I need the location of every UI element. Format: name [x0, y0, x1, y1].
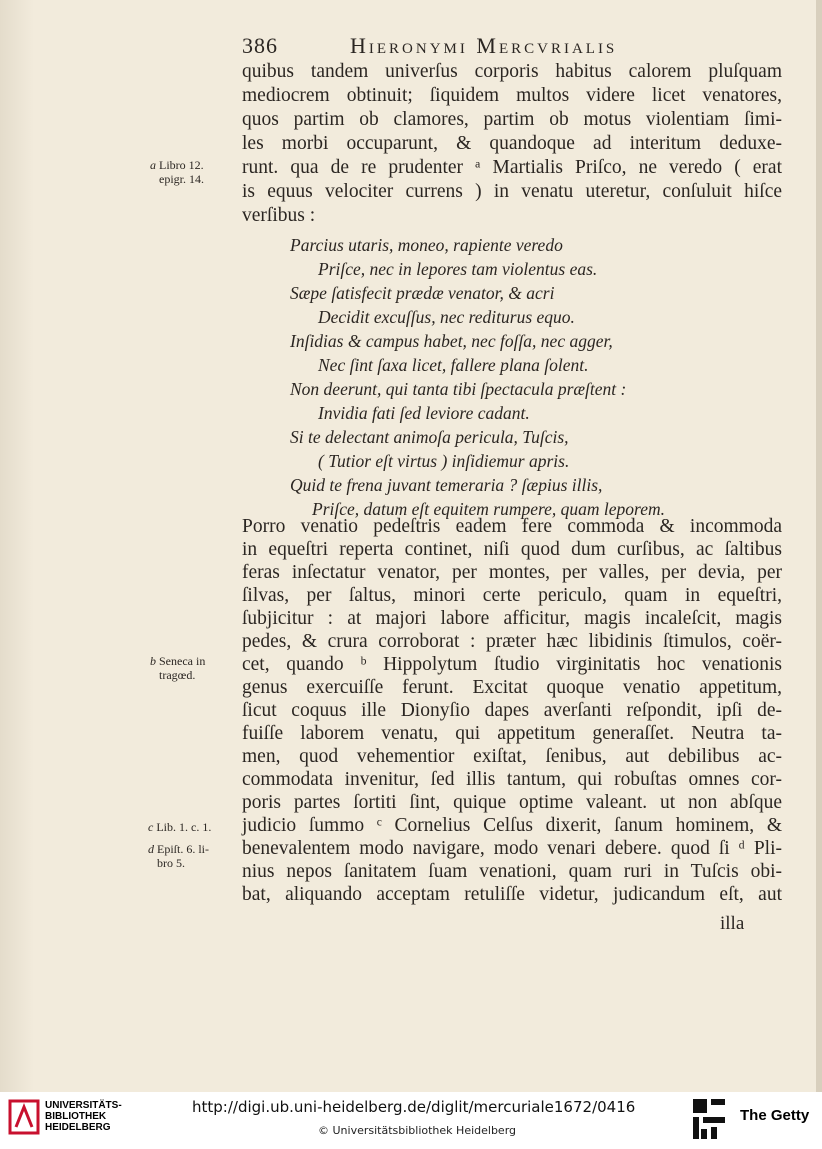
copyright-notice: © Universitätsbibliothek Heidelberg [318, 1124, 517, 1137]
verse-line: Sæpe ſatisfecit prædæ venator, & acri [290, 283, 555, 303]
university-library-name[interactable]: UNIVERSITÄTS- BIBLIOTHEK HEIDELBERG [45, 1100, 122, 1133]
text-line: cet, quando ᵇ Hippolytum ſtudio virginitatis hoc venationis [242, 654, 782, 675]
text-line: genus exercuiſſe ferunt. Excitat quoque venatio appetitum, [242, 677, 782, 698]
verse-line: Invidia fati ſed leviore cadant. [318, 403, 530, 423]
getty-logo-icon[interactable] [691, 1097, 727, 1143]
catchword: illa [720, 913, 745, 934]
margin-note-d: d Epiſt. 6. li- bro 5. [148, 842, 209, 870]
text-line: runt. qua de re prudenter ᵃ Martialis Priſco, ne veredo ( erat [242, 157, 782, 178]
text-line: fuiſſe laborem venatu, qui appetitum generaſſet. Neutra ta- [242, 723, 782, 744]
university-library-logo-icon[interactable] [8, 1097, 40, 1137]
verse-line: Parcius utaris, moneo, rapiente veredo [290, 235, 563, 255]
verse-line: Non deerunt, qui tanta tibi ſpectacula præſtent : [290, 379, 627, 399]
page-edge [816, 0, 822, 1092]
text-line: men, quod vehementior exiſtat, ſenibus, aut debilibus ac- [242, 746, 782, 767]
getty-partner-label[interactable]: The Getty [740, 1107, 810, 1124]
text-line: commodata invenitur, ſed illis tantum, qui robuſtas omnes cor- [242, 769, 782, 790]
text-line: bat, aliquando acceptam retuliſſe videtur, judicandum eſt, aut [242, 884, 782, 905]
text-line: feras inſectatur venator, per montes, per valles, per devia, per [242, 562, 782, 583]
text-line: ſubjicitur : at majori labore afficitur, magis incaleſcit, magis [242, 608, 782, 629]
text-line: is equus velociter currens ) in venatu uteretur, conſuluit hiſce [242, 181, 782, 202]
margin-note-c: c Lib. 1. c. 1. [148, 820, 212, 834]
text-line: mediocrem obtinuit; ſiquidem multos videre licet venatores, [242, 85, 782, 106]
text-line: judicio ſummo ᶜ Cornelius Celſus dixerit, ſanum hominem, & [242, 815, 782, 836]
text-line: benevalentem modo navigare, modo venari debere. quod ſi ᵈ Pli- [242, 838, 782, 859]
margin-note-b: b Seneca in tragœd. [150, 654, 206, 682]
text-line: les morbi occuparunt, & quandoque ad interitum deduxe- [242, 133, 782, 154]
text-line: ſicut coquus ille Dionyſio dapes averſanti reſpondit, ipſi de- [242, 700, 782, 721]
verse-line: Quid te frena juvant temeraria ? ſæpius illis, [290, 475, 603, 495]
viewer-footer [0, 1092, 822, 1149]
verse-line: Priſce, nec in lepores tam violentus eas. [318, 259, 598, 279]
text-line: verſibus : [242, 205, 316, 226]
text-line: poris partes ſortiti ſint, quique optime valeant. ut non abſque [242, 792, 782, 813]
permalink-url[interactable]: http://digi.ub.uni-heidelberg.de/diglit/mercuriale1672/0416 [192, 1098, 636, 1116]
verse-line: ( Tutior eſt virtus ) inſidiemur apris. [318, 451, 570, 471]
verse-line: Decidit excuſſus, nec rediturus equo. [318, 307, 575, 327]
text-line: Porro venatio pedeſtris eadem fere commoda & incommoda [242, 516, 782, 537]
text-line: quos partim ob clamores, partim ob motus violentiam ſimi- [242, 109, 782, 130]
running-head: Hieronymi Mercvrialis [350, 33, 618, 58]
text-line: pedes, & crura corroborat : præter hæc libidinis ſtimulos, coër- [242, 631, 782, 652]
text-line: nius nepos ſanitatem ſuam venationi, quam ruri in Tuſcis obi- [242, 861, 782, 882]
page-gutter-shadow [0, 0, 34, 1092]
verse-line: Inſidias & campus habet, nec foſſa, nec agger, [290, 331, 613, 351]
verse-line: Priſce, datum eſt equitem rumpere, quam leporem. [312, 499, 665, 519]
page-header [242, 33, 782, 61]
text-line: quibus tandem univerſus corporis habitus calorem pluſquam [242, 61, 782, 82]
page-number: 386 [242, 33, 278, 58]
verse-line: Nec ſint ſaxa licet, fallere plana ſolent. [318, 355, 589, 375]
margin-note-a: a Libro 12. epigr. 14. [150, 158, 204, 186]
text-line: in equeſtri reperta continet, niſi quod dum curſibus, ac ſaltibus [242, 539, 782, 560]
text-line: ſilvas, per ſaltus, minori certe periculo, quam in equeſtri, [242, 585, 782, 606]
verse-line: Si te delectant animoſa pericula, Tuſcis, [290, 427, 569, 447]
